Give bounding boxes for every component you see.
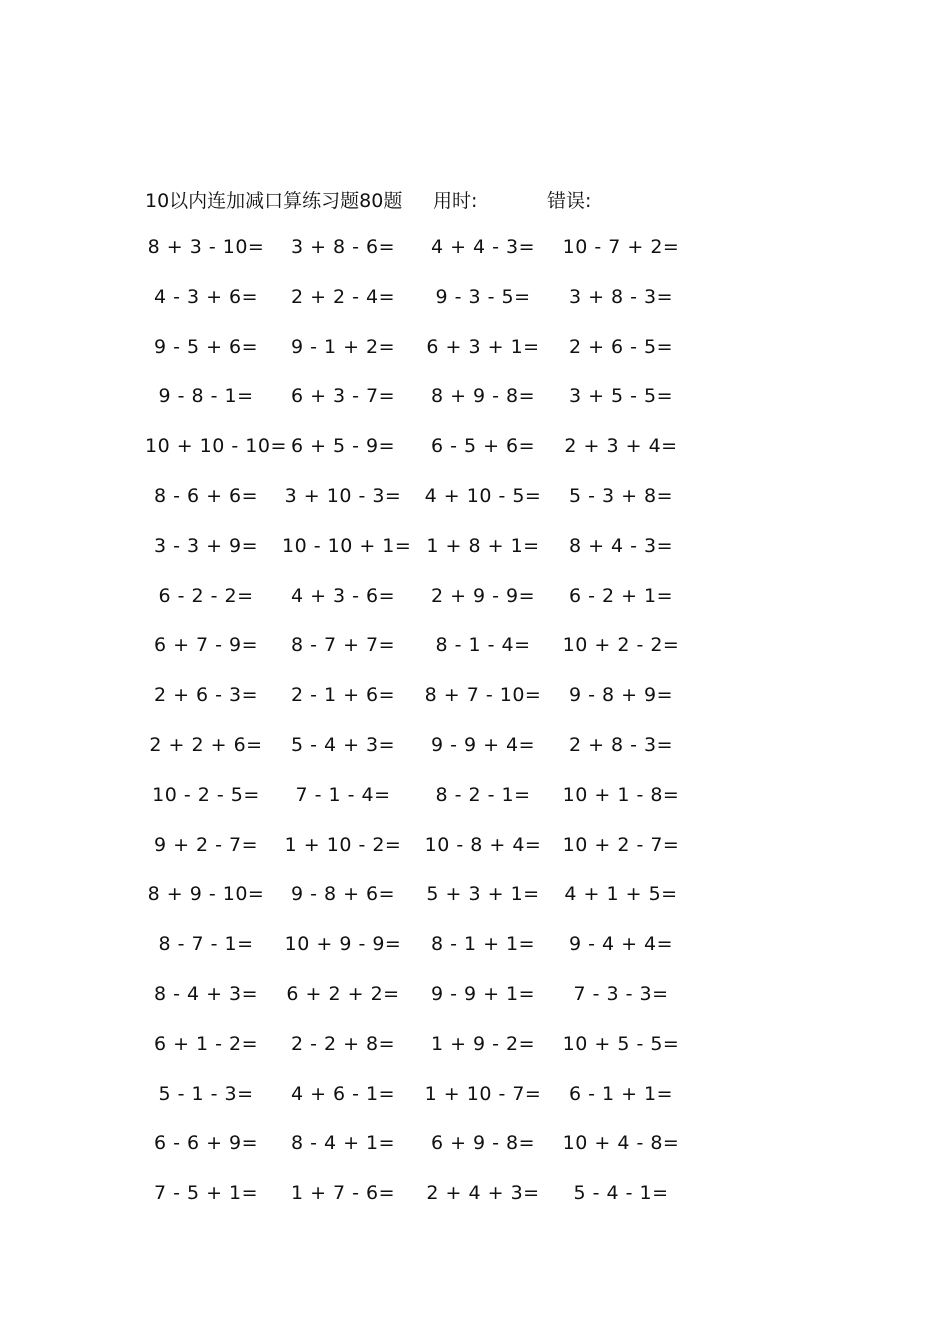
math-problem: 7 - 3 - 3= [573,982,669,1005]
time-label: 用时: [433,190,478,212]
math-problem: 8 + 9 - 8= [430,385,536,408]
problem-row [0,485,950,535]
math-problem: 2 - 2 + 8= [290,1032,396,1055]
math-problem: 5 + 3 + 1= [426,883,540,906]
math-problem: 6 + 5 - 9= [290,435,396,458]
problem-row [0,1182,950,1232]
math-problem: 7 - 1 - 4= [295,783,391,806]
math-problem: 9 - 1 + 2= [290,335,396,358]
problem-row [0,684,950,734]
math-problem: 8 + 4 - 3= [568,534,674,557]
worksheet-header [0,186,950,216]
problem-row [0,1083,950,1133]
math-problem: 8 - 6 + 6= [153,484,259,507]
math-problem: 2 + 2 - 4= [290,285,396,308]
math-problem: 3 + 5 - 5= [568,385,674,408]
error-label: 错误: [547,190,592,212]
math-problem: 10 + 5 - 5= [562,1032,680,1055]
math-problem: 8 - 1 - 4= [435,634,531,657]
problem-row [0,236,950,286]
math-problem: 8 - 2 - 1= [435,783,531,806]
math-problem: 8 + 7 - 10= [424,684,542,707]
math-problem: 5 - 1 - 3= [158,1082,254,1105]
problem-row [0,1033,950,1083]
math-problem: 8 - 4 + 1= [290,1132,396,1155]
math-problem: 10 + 4 - 8= [562,1132,680,1155]
math-problem: 2 - 1 + 6= [290,684,396,707]
math-problem: 10 - 2 - 5= [152,783,260,806]
math-problem: 6 + 2 + 2= [286,982,400,1005]
math-problem: 4 + 10 - 5= [424,484,542,507]
math-problem: 6 + 7 - 9= [153,634,259,657]
math-problem: 2 + 2 + 6= [149,733,263,756]
math-problem: 4 + 3 - 6= [290,584,396,607]
math-problem: 2 + 6 - 5= [568,335,674,358]
math-problem: 6 - 2 - 2= [158,584,254,607]
math-problem: 2 + 9 - 9= [430,584,536,607]
math-problem: 1 + 9 - 2= [430,1032,536,1055]
math-problem: 6 - 6 + 9= [153,1132,259,1155]
problem-grid [0,236,950,1232]
math-problem: 2 + 3 + 4= [564,435,678,458]
problem-row [0,983,950,1033]
math-problem: 1 + 10 - 2= [284,833,402,856]
math-problem: 4 + 1 + 5= [564,883,678,906]
math-problem: 2 + 6 - 3= [153,684,259,707]
math-problem: 2 + 4 + 3= [426,1182,540,1205]
math-problem: 8 - 1 + 1= [430,933,536,956]
math-problem: 9 - 9 + 4= [430,733,536,756]
math-problem: 8 - 7 + 7= [290,634,396,657]
math-problem: 10 + 2 - 2= [562,634,680,657]
problem-row [0,834,950,884]
math-problem: 6 + 3 - 7= [290,385,396,408]
math-problem: 9 - 9 + 1= [430,982,536,1005]
math-problem: 5 - 4 - 1= [573,1182,669,1205]
math-problem: 10 - 7 + 2= [562,236,680,258]
math-problem: 2 + 8 - 3= [568,733,674,756]
problem-row [0,634,950,684]
math-problem: 5 - 4 + 3= [290,733,396,756]
math-problem: 6 - 1 + 1= [568,1082,674,1105]
problem-row [0,286,950,336]
problem-row [0,883,950,933]
math-problem: 10 + 1 - 8= [562,783,680,806]
math-problem: 1 + 10 - 7= [424,1082,542,1105]
problem-row [0,535,950,585]
math-problem: 6 + 3 + 1= [426,335,540,358]
math-problem: 10 + 9 - 9= [284,933,402,956]
math-problem: 9 - 5 + 6= [153,335,259,358]
math-problem: 3 + 8 - 3= [568,285,674,308]
math-problem: 5 - 3 + 8= [568,484,674,507]
problem-row [0,734,950,784]
math-problem: 9 + 2 - 7= [153,833,259,856]
math-problem: 9 - 8 + 6= [290,883,396,906]
math-problem: 10 - 8 + 4= [424,833,542,856]
math-problem: 6 - 2 + 1= [568,584,674,607]
math-problem: 10 + 2 - 7= [562,833,680,856]
math-problem: 9 - 8 + 9= [568,684,674,707]
problem-row [0,585,950,635]
math-problem: 6 + 1 - 2= [153,1032,259,1055]
math-problem: 6 - 5 + 6= [430,435,536,458]
math-problem: 7 - 5 + 1= [153,1182,259,1205]
math-problem: 4 - 3 + 6= [153,285,259,308]
math-problem: 3 + 8 - 6= [290,236,396,258]
math-problem: 4 + 6 - 1= [290,1082,396,1105]
math-problem: 9 - 3 - 5= [435,285,531,308]
problem-row [0,784,950,834]
math-problem: 9 - 8 - 1= [158,385,254,408]
math-problem: 6 + 9 - 8= [430,1132,536,1155]
problem-row [0,385,950,435]
math-problem: 3 - 3 + 9= [153,534,259,557]
math-problem: 4 + 4 - 3= [430,236,536,258]
math-problem: 3 + 10 - 3= [284,484,402,507]
math-problem: 8 + 9 - 10= [147,883,265,906]
math-problem: 8 - 4 + 3= [153,982,259,1005]
math-problem: 1 + 7 - 6= [290,1182,396,1205]
math-problem: 1 + 8 + 1= [426,534,540,557]
math-problem: 10 + 10 - 10= [145,435,287,458]
math-problem: 8 - 7 - 1= [158,933,254,956]
problem-row [0,933,950,983]
math-problem: 10 - 10 + 1= [282,534,412,557]
worksheet-title: 10以内连加减口算练习题80题 [145,190,403,212]
problem-row [0,435,950,485]
math-problem: 9 - 4 + 4= [568,933,674,956]
problem-row [0,1132,950,1182]
problem-row [0,336,950,386]
math-problem: 8 + 3 - 10= [147,236,265,258]
